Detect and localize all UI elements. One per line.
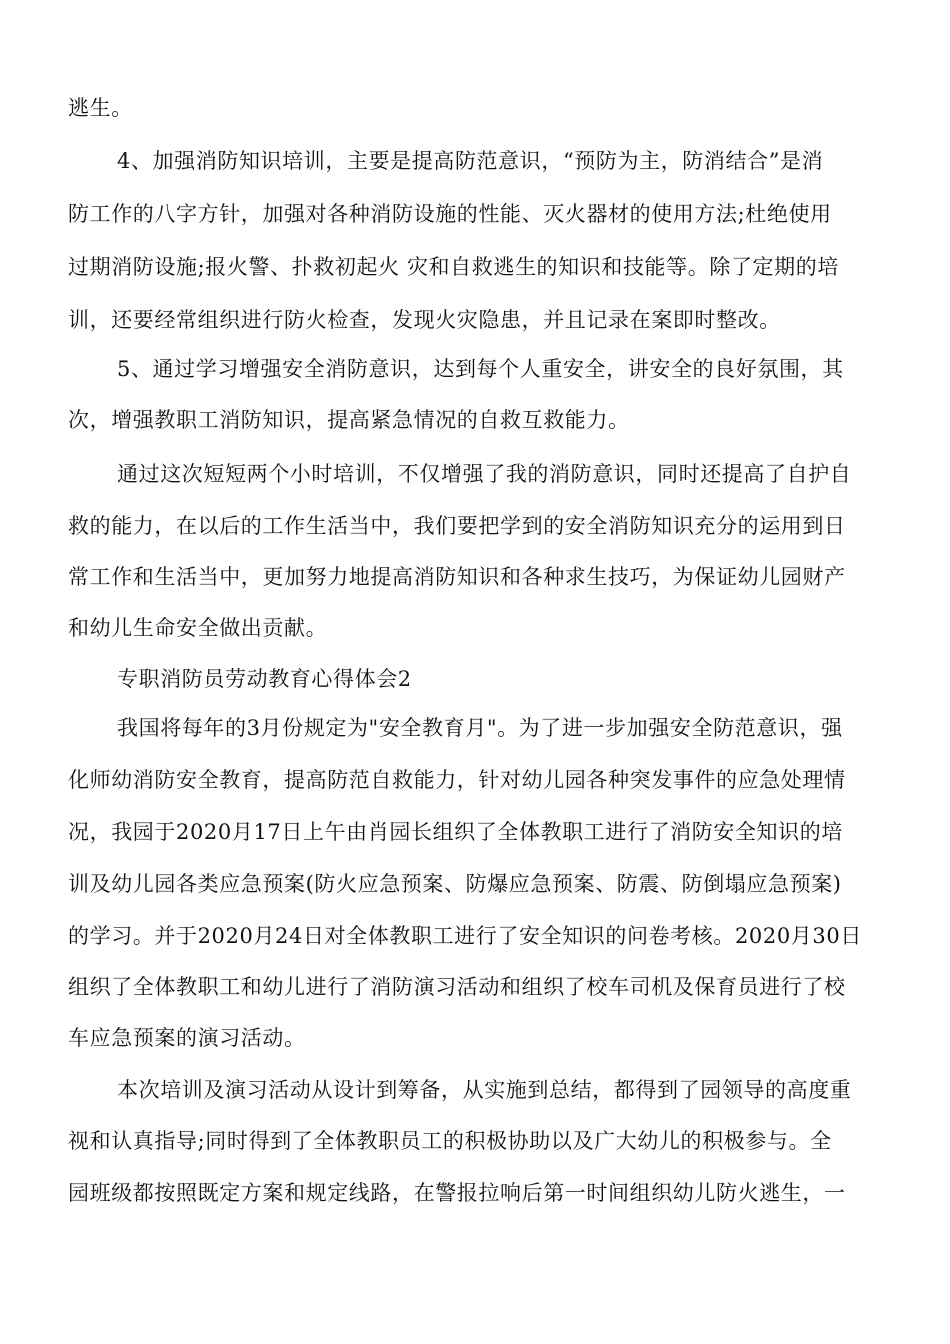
text-line: 和幼儿生命安全做出贡献。 — [68, 616, 328, 640]
text-line: 的学习。并于2020月24日对全体教职工进行了安全知识的问卷考核。2020月30日 — [68, 924, 862, 948]
text-line: 救的能力，在以后的工作生活当中，我们要把学到的安全消防知识充分的运用到日 — [68, 514, 846, 538]
text-line: 逃生。 — [68, 96, 133, 120]
text-line: 视和认真指导;同时得到了全体教职员工的积极协助以及广大幼儿的积极参与。全 — [68, 1129, 832, 1153]
text-line: 车应急预案的演习活动。 — [68, 1026, 306, 1050]
text-line: 化师幼消防安全教育，提高防范自救能力，针对幼儿园各种突发事件的应急处理情 — [68, 768, 846, 792]
text-line: 常工作和生活当中，更加努力地提高消防知识和各种求生技巧，为保证幼儿园财产 — [68, 565, 846, 589]
paragraph-line: 我国将每年的3月份规定为"安全教育月"。为了进一步加强安全防范意识，强 — [117, 716, 843, 740]
text-line: 训，还要经常组织进行防火检查，发现火灾隐患，并且记录在案即时整改。 — [68, 308, 781, 332]
paragraph-line: 4、加强消防知识培训，主要是提高防范意识，“预防为主，防消结合”是消 — [117, 149, 824, 173]
section-heading: 专职消防员劳动教育心得体会2 — [117, 667, 412, 691]
text-line: 过期消防设施;报火警、扑救初起火 灾和自救逃生的知识和技能等。除了定期的培 — [68, 255, 839, 279]
paragraph-line: 通过这次短短两个小时培训，不仅增强了我的消防意识，同时还提高了自护自 — [117, 462, 852, 486]
text-line: 防工作的八字方针，加强对各种消防设施的性能、灭火器材的使用方法;杜绝使用 — [68, 202, 832, 226]
text-line: 组织了全体教职工和幼儿进行了消防演习活动和组织了校车司机及保育员进行了校 — [68, 975, 846, 999]
paragraph-line: 本次培训及演习活动从设计到筹备，从实施到总结，都得到了园领导的高度重 — [117, 1078, 852, 1102]
text-line: 园班级都按照既定方案和规定线路，在警报拉响后第一时间组织幼儿防火逃生，一 — [68, 1181, 846, 1205]
paragraph-line: 5、通过学习增强安全消防意识，达到每个人重安全，讲安全的良好氛围，其 — [117, 357, 844, 381]
text-line: 训及幼儿园各类应急预案(防火应急预案、防爆应急预案、防震、防倒塌应急预案) — [68, 872, 842, 896]
text-line: 次，增强教职工消防知识，提高紧急情况的自救互救能力。 — [68, 408, 630, 432]
text-line: 况，我园于2020月17日上午由肖园长组织了全体教职工进行了消防安全知识的培 — [68, 820, 843, 844]
